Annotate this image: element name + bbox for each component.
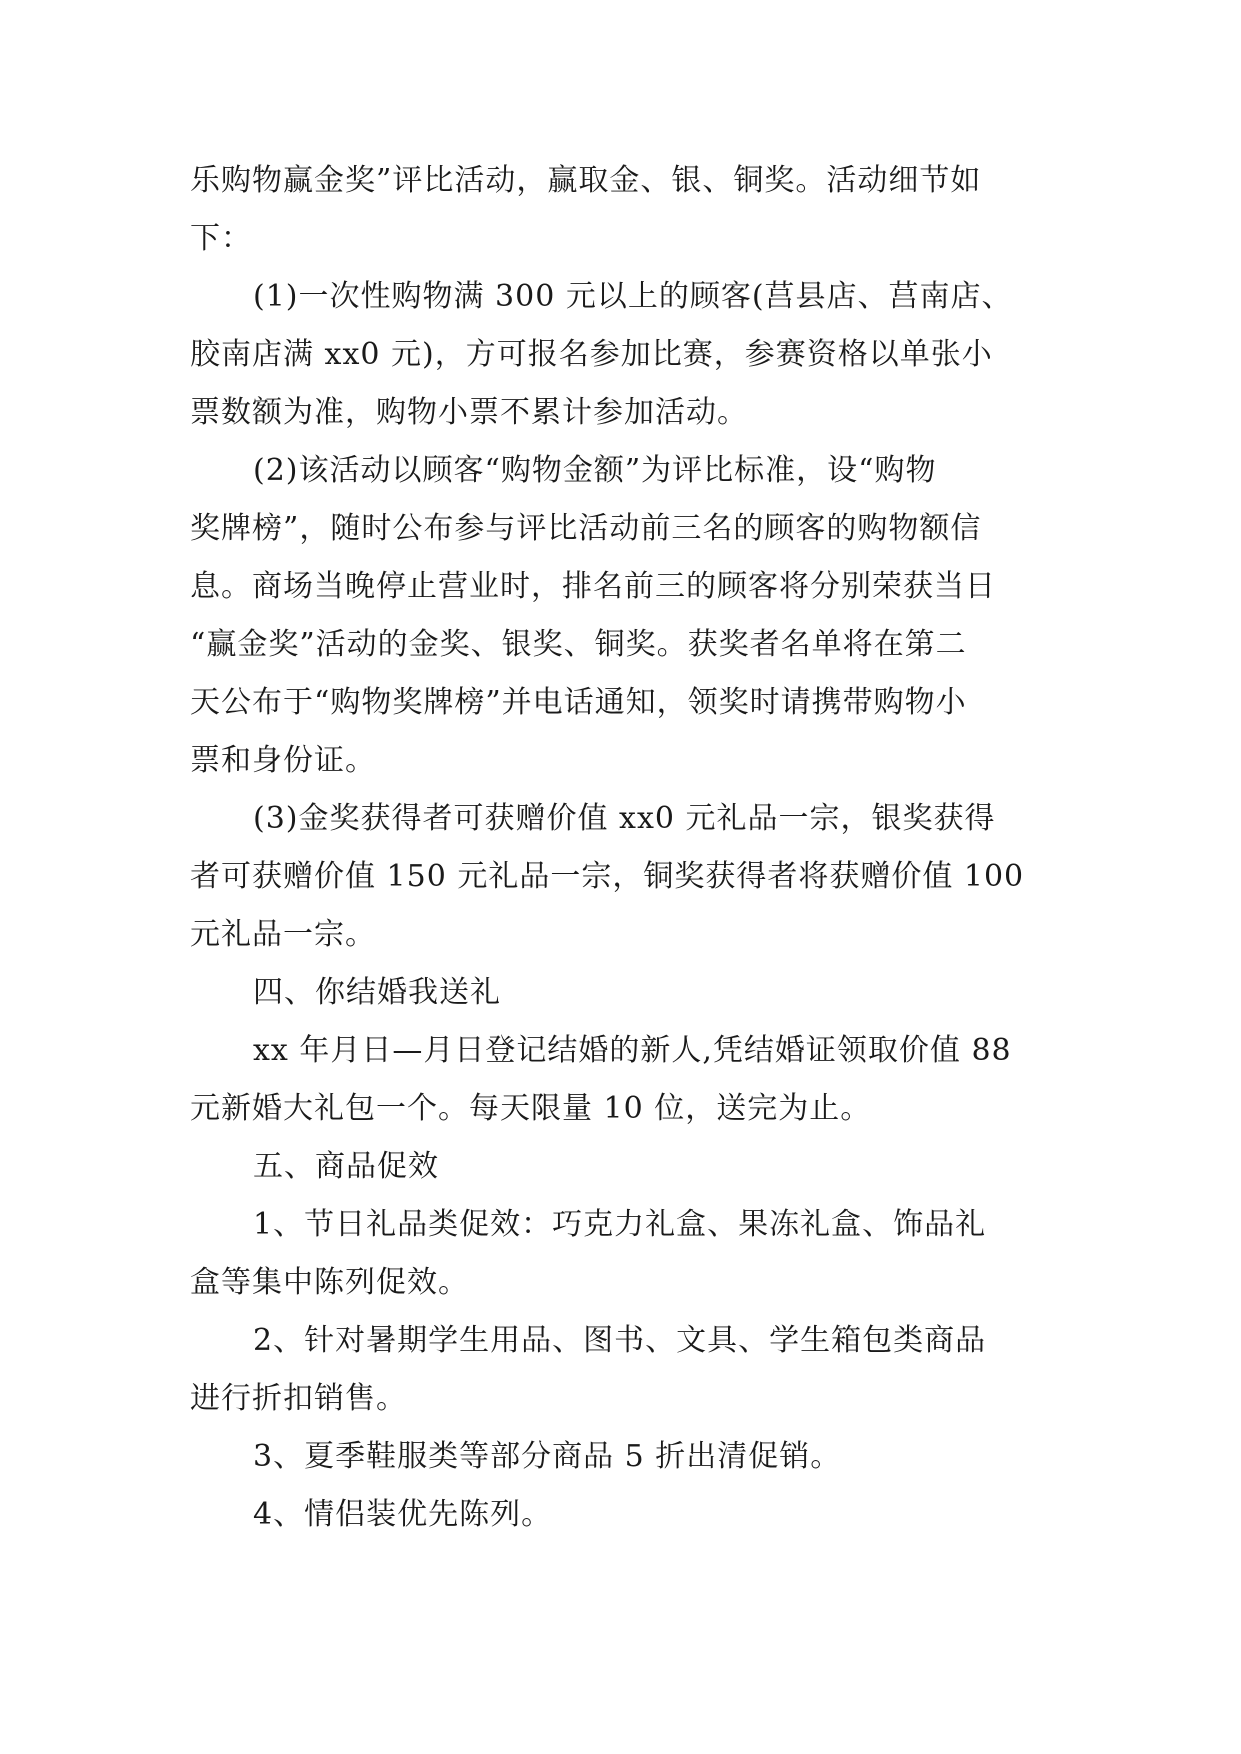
paragraph <box>190 964 1060 1022</box>
text-line: 盒等集中陈列促效。 <box>190 1265 469 1300</box>
paragraph <box>190 1196 1060 1312</box>
text-line: xx 年月日—月日登记结婚的新人,凭结婚证领取价值 88 <box>253 1033 1012 1068</box>
paragraph <box>190 442 1060 790</box>
text-line: 元新婚大礼包一个。每天限量 10 位，送完为止。 <box>190 1091 872 1126</box>
text-line: 元礼品一宗。 <box>190 917 376 952</box>
paragraph <box>190 1022 1060 1138</box>
text-line: 票和身份证。 <box>190 743 376 778</box>
text-line: (3)金奖获得者可获赠价值 xx0 元礼品一宗，银奖获得 <box>253 801 996 836</box>
text-line: 1、节日礼品类促效：巧克力礼盒、果冻礼盒、饰品礼 <box>253 1207 987 1242</box>
text-line: 五、商品促效 <box>253 1149 439 1184</box>
text-line: 四、你结婚我送礼 <box>253 975 501 1010</box>
text-line: 4、情侣装优先陈列。 <box>253 1497 553 1532</box>
text-line: 胶南店满 xx0 元)，方可报名参加比赛，参赛资格以单张小 <box>190 337 993 372</box>
text-line: 下： <box>190 221 252 256</box>
document-page <box>190 152 1060 1544</box>
paragraph <box>190 152 1060 268</box>
text-line: (2)该活动以顾客“购物金额”为评比标准，设“购物 <box>253 453 937 488</box>
text-line: 3、夏季鞋服类等部分商品 5 折出清促销。 <box>253 1439 842 1474</box>
text-line: “赢金奖”活动的金奖、银奖、铜奖。获奖者名单将在第二 <box>190 627 967 662</box>
text-line: 天公布于“购物奖牌榜”并电话通知，领奖时请携带购物小 <box>190 685 967 720</box>
text-line: 票数额为准，购物小票不累计参加活动。 <box>190 395 748 430</box>
paragraph <box>190 1138 1060 1196</box>
text-line: 进行折扣销售。 <box>190 1381 407 1416</box>
text-line: 2、针对暑期学生用品、图书、文具、学生箱包类商品 <box>253 1323 987 1358</box>
paragraph <box>190 1428 1060 1486</box>
text-line: 奖牌榜”，随时公布参与评比活动前三名的顾客的购物额信 <box>190 511 982 546</box>
paragraph <box>190 790 1060 964</box>
text-line: 息。商场当晚停止营业时，排名前三的顾客将分别荣获当日 <box>190 569 996 604</box>
paragraph <box>190 1312 1060 1428</box>
text-line: 者可获赠价值 150 元礼品一宗，铜奖获得者将获赠价值 100 <box>190 859 1025 894</box>
paragraph <box>190 268 1060 442</box>
paragraph <box>190 1486 1060 1544</box>
text-line: (1)一次性购物满 300 元以上的顾客(莒县店、莒南店、 <box>253 279 1013 314</box>
text-line: 乐购物赢金奖”评比活动，赢取金、银、铜奖。活动细节如 <box>190 163 982 198</box>
